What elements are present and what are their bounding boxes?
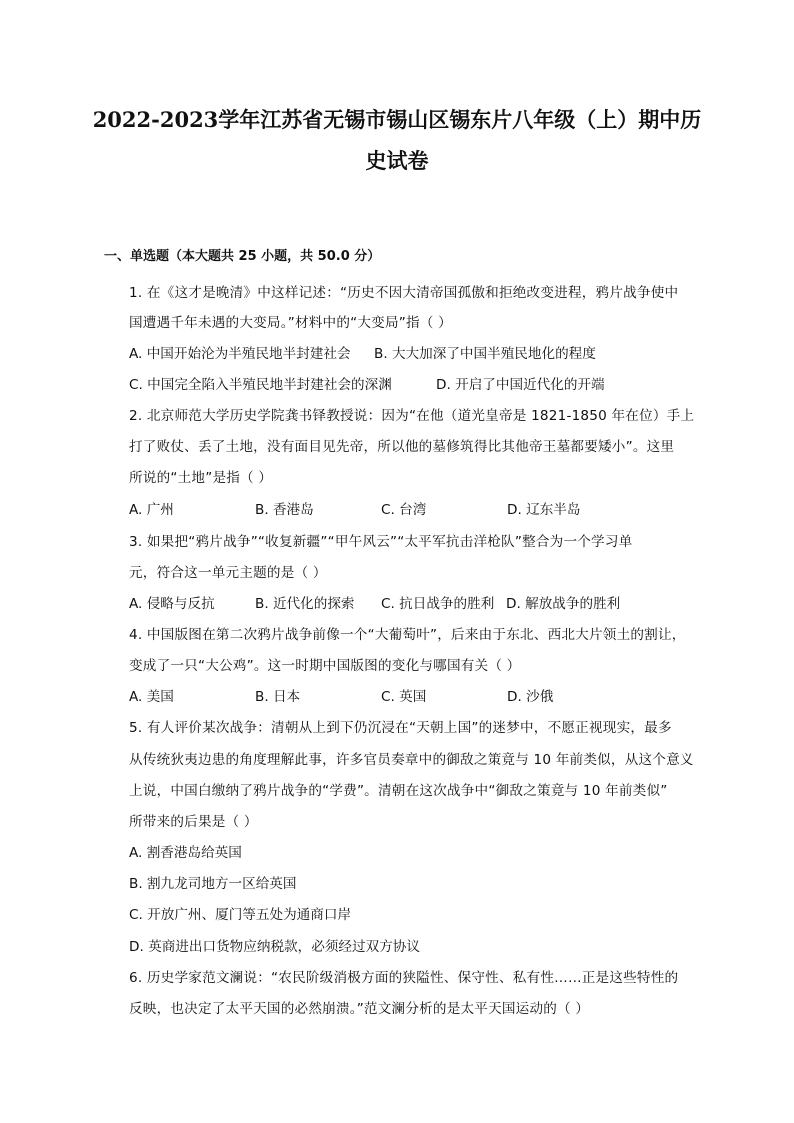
question-4-option-d: D. 沙俄 (507, 689, 554, 705)
question-6-line-2: 反映，也决定了太平天国的必然崩溃。”范文澜分析的是太平天国运动的（ ） (129, 1001, 590, 1017)
exam-title-line-2: 史试卷 (365, 148, 429, 173)
question-5-option-c: C. 开放广州、厦门等五处为通商口岸 (129, 907, 352, 923)
question-5-line-1: 5. 有人评价某次战争：清朝从上到下仍沉浸在“天朝上国”的迷梦中，不愿正视现实，最多 (129, 720, 672, 736)
question-5-option-b: B. 割九龙司地方一区给英国 (129, 876, 297, 892)
question-2-option-a: A. 广州 (129, 502, 174, 518)
question-1-option-c: C. 中国完全陷入半殖民地半封建社会的深渊 (129, 377, 392, 393)
question-2-option-c: C. 台湾 (381, 502, 427, 518)
question-3-line-2: 元，符合这一单元主题的是（ ） (129, 565, 327, 581)
question-4-option-b: B. 日本 (255, 689, 301, 705)
question-4-line-2: 变成了一只“大公鸡”。这一时期中国版图的变化与哪国有关（ ） (129, 658, 521, 674)
question-5-option-a: A. 割香港岛给英国 (129, 845, 242, 861)
question-5-line-4: 所带来的后果是（ ） (129, 814, 258, 830)
question-3-option-b: B. 近代化的探索 (255, 596, 355, 612)
question-4-option-a: A. 美国 (129, 689, 174, 705)
question-1-option-a: A. 中国开始沦为半殖民地半封建社会 (129, 346, 351, 362)
question-1-line-2: 国遭遇千年未遇的大变局。”材料中的“大变局”指（ ） (129, 315, 452, 331)
question-1-option-b: B. 大大加深了中国半殖民地化的程度 (374, 346, 596, 362)
question-1-option-d: D. 开启了中国近代化的开端 (436, 377, 605, 393)
question-2-option-d: D. 辽东半岛 (507, 502, 581, 518)
question-2-line-2: 打了败仗、丢了土地，没有面目见先帝，所以他的墓修筑得比其他帝王墓都要矮小”。这里 (129, 439, 675, 455)
section-heading: 一、单选题（本大题共 25 小题，共 50.0 分） (104, 249, 381, 264)
question-2-option-b: B. 香港岛 (255, 502, 314, 518)
question-5-option-d: D. 英商进出口货物应纳税款，必须经过双方协议 (129, 939, 420, 955)
question-3-line-1: 3. 如果把“鸦片战争”“收复新疆”“甲午风云”“太平军抗击洋枪队”整合为一个学习单 (129, 534, 633, 550)
question-3-option-a: A. 侵略与反抗 (129, 596, 215, 612)
question-1-line-1: 1. 在《这才是晚清》中这样记述：“历史不因大清帝国孤傲和拒绝改变进程，鸦片战争使中 (129, 285, 679, 301)
question-4-line-1: 4. 中国版图在第二次鸦片战争前像一个“大葡萄叶”，后来由于东北、西北大片领土的割让， (129, 627, 686, 643)
question-6-line-1: 6. 历史学家范文澜说：“农民阶级消极方面的狭隘性、保守性、私有性……正是这些特性的 (129, 970, 679, 986)
question-5-line-3: 上说，中国白缴纳了鸦片战争的“学费”。清朝在这次战争中“御敌之策竟与 10 年前类似” (129, 783, 668, 799)
question-4-option-c: C. 英国 (381, 689, 427, 705)
question-5-line-2: 从传统狄夷边患的角度理解此事，许多官员奏章中的御敌之策竟与 10 年前类似，从这个意义 (129, 752, 694, 768)
question-3-option-d: D. 解放战争的胜利 (506, 596, 621, 612)
question-2-line-1: 2. 北京师范大学历史学院龚书铎教授说：因为“在他（道光皇帝是 1821-1850 年在位）手上 (129, 408, 695, 424)
exam-title-line-1: 2022-2023学年江苏省无锡市锡山区锡东片八年级（上）期中历 (92, 107, 702, 132)
question-3-option-c: C. 抗日战争的胜利 (381, 596, 495, 612)
question-2-line-3: 所说的“土地”是指（ ） (129, 470, 273, 486)
